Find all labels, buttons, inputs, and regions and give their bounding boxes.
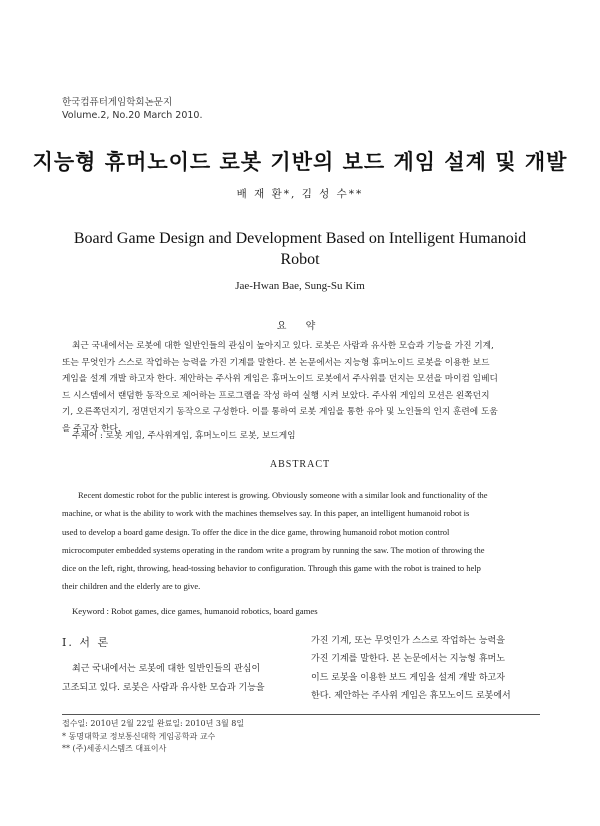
- journal-header: [62, 96, 203, 122]
- abstract-korean-body: [62, 338, 540, 438]
- abstract-korean-line: 드 시스템에서 랜덤한 동작으로 제어하는 프로그램을 작성 하여 실행 시켜 보았다. 주사위 게임의 모션은 왼쪽던지: [62, 390, 490, 401]
- abstract-korean-line: 기, 오른쪽던지기, 정면던지기 동작으로 구성한다. 이를 통하여 로봇 게임을 통한 유아 및 노인들의 인지 훈련에 도움: [62, 407, 498, 418]
- abstract-korean-line: 최근 국내에서는 로봇에 대한 일반인들의 관심이 높아지고 있다. 로봇은 사람과 유사한 모습과 기능을 가진 기계,: [72, 341, 494, 351]
- body-line: 고조되고 있다. 로봇은 사람과 유사한 모습과 기능을: [62, 682, 265, 693]
- body-line: 최근 국내에서는 로봇에 대한 일반인들의 관심이: [72, 664, 261, 674]
- journal-volume: Volume.2, No.20 March 2010.: [62, 110, 203, 121]
- authors-english: Jae-Hwan Bae, Sung-Su Kim: [235, 280, 365, 292]
- abstract-english-line: microcomputer embedded systems operating in the random write a program by running the saw. The motion of throwing the: [62, 544, 485, 555]
- abstract-english-line: their children and the elderly are to give.: [62, 581, 201, 592]
- footnote-author-2: ** (주)세종시스템즈 대표이사: [62, 744, 167, 753]
- body-column-right: [311, 632, 539, 705]
- footnote-author-1: * 동명대학교 정보통신대학 게임공학과 교수: [62, 731, 216, 741]
- abstract-english-line: Recent domestic robot for the public interest is growing. Obviously someone with a similar look and functionality of the: [78, 490, 488, 500]
- journal-name: 한국컴퓨터게임학회논문지: [62, 97, 173, 108]
- keywords-korean: 주제어 : 로봇 게임, 주사위게임, 휴머노이드 로봇, 보드게임: [72, 431, 296, 441]
- footnote-dates: 접수일: 2010년 2월 22일 완료일: 2010년 3월 8일: [62, 719, 245, 728]
- abstract-english-body: [62, 486, 540, 596]
- abstract-korean-line: 게임을 설계 개발 하고자 한다. 제안하는 주사위 게임은 휴머노이드 로봇에서 주사위를 던지는 모션을 마이컴 임베디: [62, 374, 498, 385]
- abstract-english-line: used to develop a board game design. To offer the dice in the dice game, throwing humanoid robot motion control: [62, 526, 450, 537]
- section-heading-introduction: I. 서 론: [62, 636, 111, 649]
- abstract-korean-line: 을 주고자 한다.: [62, 423, 121, 434]
- authors-korean: 배 재 환*, 김 성 수**: [236, 188, 364, 200]
- abstract-korean-line: 또는 무엇인가 스스로 작업하는 능력을 가진 기계를 말한다. 본 논문에서는 지능형 휴머노이드 로봇을 이용한 보드: [62, 357, 490, 368]
- abstract-english-heading: ABSTRACT: [269, 459, 331, 470]
- footnotes: [62, 718, 244, 756]
- paper-title-english: Board Game Design and Development Based on Intelligent Humanoid Robot: [73, 230, 527, 268]
- body-line: 이드 로봇을 이용한 보드 게임을 설계 개발 하고자: [311, 672, 505, 683]
- paper-title-korean: 지능형 휴머노이드 로봇 기반의 보드 게임 설계 및 개발: [32, 150, 568, 174]
- body-line: 가진 기계, 또는 무엇인가 스스로 작업하는 능력을: [311, 636, 505, 646]
- footnote-divider: [62, 714, 540, 715]
- abstract-english-line: dice on the left, right, throwing, head-tossing behavior to configuration. Through this game with the robot is trained to help: [62, 563, 481, 574]
- body-line: 한다. 제안하는 주사위 게임은 휴모노이드 로봇에서: [311, 690, 511, 701]
- body-column-left: [62, 660, 290, 697]
- body-line: 가진 기계를 말한다. 본 논문에서는 지능형 휴머노: [311, 654, 505, 665]
- abstract-korean-heading: 요 약: [276, 321, 324, 332]
- abstract-english-line: machine, or what is the ability to work with the machines themselves say. In this paper, an intelligent humanoid robot is: [62, 508, 470, 519]
- keywords-english: Keyword : Robot games, dice games, humanoid robotics, board games: [72, 606, 318, 616]
